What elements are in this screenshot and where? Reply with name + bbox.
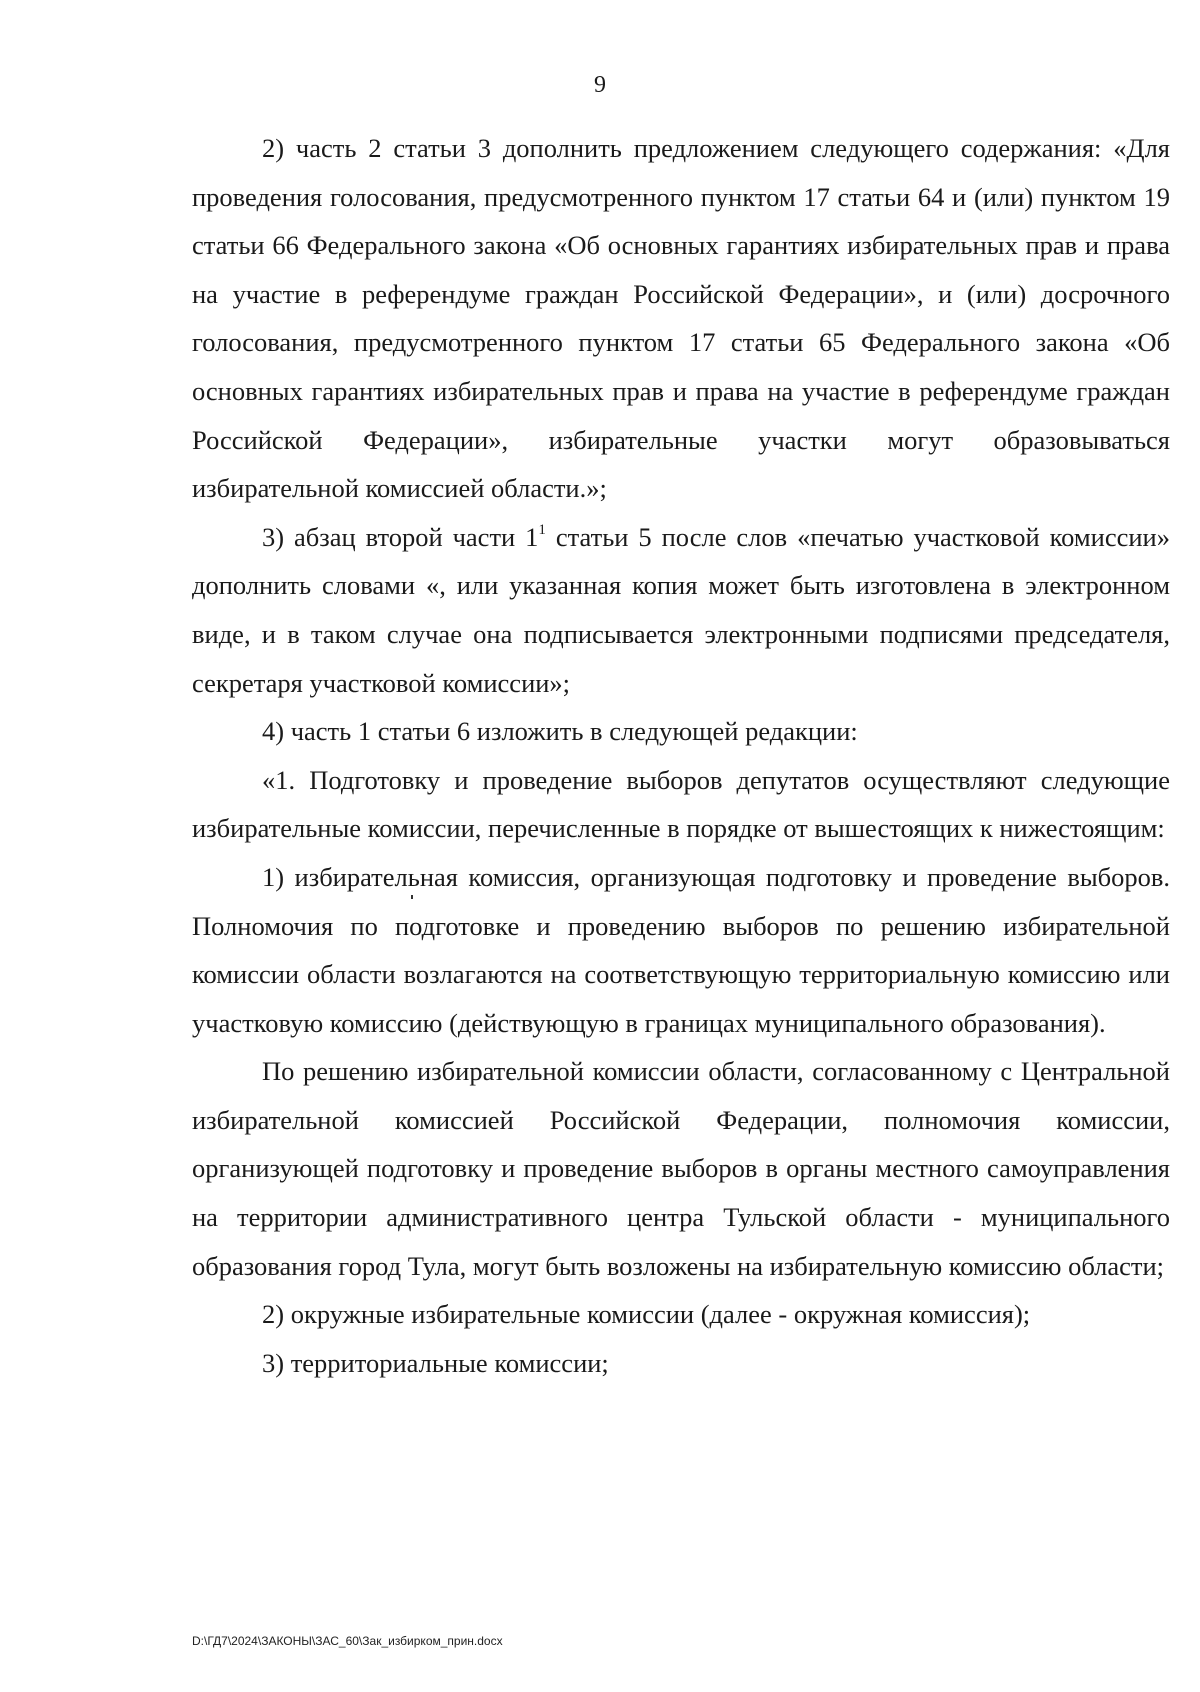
paragraph-item-4: 4) часть 1 статьи 6 изложить в следующей редакции: xyxy=(262,716,858,747)
scan-speck xyxy=(411,895,413,899)
paragraph-subitem-2: 2) окружные избирательные комиссии (далее - окружная комиссия); xyxy=(262,1299,1031,1330)
footer-file-path: D:\ГД7\2024\ЗАКОНЫ\ЗАС_60\Зак_избирком_прин.docx xyxy=(192,1634,503,1648)
paragraph-text-before-superscript: 3) абзац второй части 1 xyxy=(262,521,539,552)
paragraph-text-after-superscript: статьи 5 после слов «печатью участковой комиссии» дополнить словами «, или указанная копия может быть изготовлена в электронном виде, и в таком случае она подписывается электронными подписями председателя, секретаря участковой комиссии»; xyxy=(192,521,1170,698)
paragraph-tula-decision: По решению избирательной комиссии области, согласованному с Центральной избирательной комиссией Российской Федерации, полномочия комиссии, организующей подготовку и проведение выборов в органы местного самоуправления на территории административного центра Тульской области - муниципального образования город Тула, могут быть возложены на избирательную комиссию области; xyxy=(192,1056,1170,1281)
paragraph-subitem-1: 1) избирательная комиссия, организующая подготовку и проведение выборов. Полномочия по подготовке и проведению выборов по решению избирательной комиссии области возлагаются на соответствующую территориальную комиссию или участковую комиссию (действующую в границах муниципального образования). xyxy=(192,861,1170,1038)
paragraph-clause-1: «1. Подготовку и проведение выборов депутатов осуществляют следующие избирательные комиссии, перечисленные в порядке от вышестоящих к нижестоящим: xyxy=(192,764,1170,844)
superscript-index: 1 xyxy=(538,521,546,538)
page-number: 9 xyxy=(594,72,606,98)
paragraph-item-3 xyxy=(192,513,1170,707)
document-body xyxy=(192,124,1170,1387)
paragraph-subitem-3: 3) территориальные комиссии; xyxy=(262,1347,609,1378)
paragraph-item-2: 2) часть 2 статьи 3 дополнить предложением следующего содержания: «Для проведения голосования, предусмотренного пунктом 17 статьи 64 и (или) пунктом 19 статьи 66 Федерального закона «Об основных гарантиях избирательных прав и права на участие в референдуме граждан Российской Федерации», и (или) досрочного голосования, предусмотренного пунктом 17 статьи 65 Федерального закона «Об основных гарантиях избирательных прав и права на участие в референдуме граждан Российской Федерации», избирательные участки могут образовываться избирательной комиссией области.»; xyxy=(192,133,1170,504)
